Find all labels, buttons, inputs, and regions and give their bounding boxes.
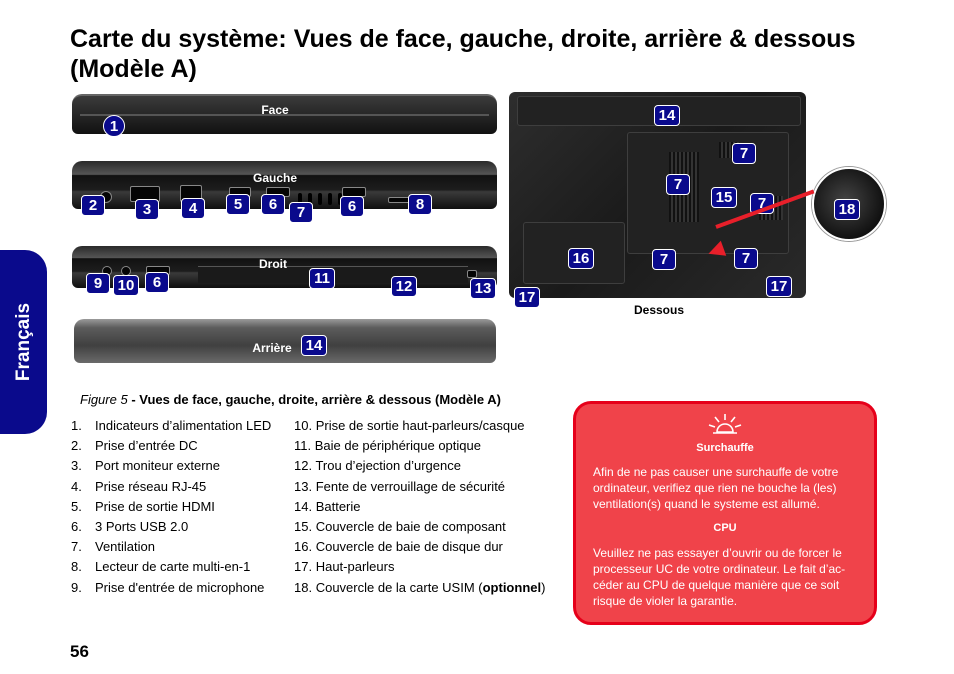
callout-bottom-15: 15: [711, 187, 737, 208]
callout-bottom-17a: 17: [766, 276, 792, 297]
callout-right-12: 12: [391, 276, 417, 297]
callout-left-8: 8: [408, 194, 432, 215]
callout-right-10: 10: [113, 275, 139, 296]
callout-bottom-16: 16: [568, 248, 594, 269]
callout-bottom-14: 14: [654, 105, 680, 126]
list-item: 14. Batterie: [294, 498, 361, 514]
callout-left-4: 4: [181, 198, 205, 219]
callout-left-2: 2: [81, 195, 105, 216]
front-view-label: Face: [261, 103, 289, 117]
callout-front-1: 1: [103, 115, 125, 137]
warning-box: [573, 401, 877, 625]
callout-rear-14: 14: [301, 335, 327, 356]
callout-left-3: 3: [135, 199, 159, 220]
figure-caption: [80, 392, 501, 407]
right-view-label: Droit: [259, 257, 287, 271]
list-item: 15. Couvercle de baie de composant: [294, 519, 506, 535]
warning-text-overheat: Afin de ne pas causer une surchauffe de votre ordinateur, verifiez que rien ne bouche la (les) ventilation(s) quand le systeme est allumé.: [593, 465, 839, 511]
callout-right-6: 6: [145, 272, 169, 293]
rear-view-label: Arrière: [252, 341, 292, 355]
figure-label: Figure 5: [80, 392, 128, 407]
language-tab-label: Français: [12, 302, 34, 382]
list-item: 11. Baie de périphérique optique: [294, 438, 481, 454]
list-item: 4. Prise réseau RJ-45: [71, 478, 207, 494]
list-item: 1. Indicateurs d’alimentation LED: [71, 418, 272, 433]
list-item: 6. 3 Ports USB 2.0: [71, 519, 189, 535]
legend-list-left: [71, 416, 271, 598]
list-item: 16. Couvercle de baie de disque dur: [294, 539, 503, 555]
callout-right-9: 9: [86, 273, 110, 294]
warning-text-cpu: Veuillez ne pas essayer d’ouvrir ou de forcer le processeur UC de votre ordinateur. Le fait d’accéder au CPU de quelque manière que ce soit risque de violer la garantie.: [593, 546, 846, 608]
callout-right-11: 11: [309, 268, 335, 289]
callout-left-7: 7: [289, 202, 313, 223]
left-view-label: Gauche: [252, 171, 298, 185]
callout-bottom-7c: 7: [750, 193, 774, 214]
list-item: 5. Prise de sortie HDMI: [71, 498, 215, 514]
bottom-view-label: Dessous: [633, 303, 685, 317]
list-item: 13. Fente de verrouillage de sécurité: [294, 478, 506, 494]
callout-right-13: 13: [470, 278, 496, 299]
list-item: 2. Prise d’entrée DC: [71, 438, 198, 454]
list-item: 7. Ventilation: [71, 539, 155, 555]
warning-heading-cpu: CPU: [713, 522, 737, 534]
legend-list-right: [294, 416, 545, 598]
language-tab: [0, 250, 47, 434]
figure-description: - Vues de face, gauche, droite, arrière & dessous (Modèle A): [127, 392, 501, 407]
callout-bottom-17b: 17: [514, 287, 540, 308]
callout-left-6a: 6: [261, 194, 285, 215]
callout-left-6b: 6: [340, 196, 364, 217]
lock-slot-shape: [467, 270, 477, 278]
list-item: 18. Couvercle de la carte USIM (optionnel): [294, 579, 546, 595]
list-item: 12. Trou d’ejection d’urgence: [294, 458, 461, 474]
callout-bottom-7d: 7: [652, 249, 676, 270]
overheat-icon: [707, 412, 743, 436]
list-item: 9. Prise d'entrée de microphone: [71, 579, 265, 595]
callout-bottom-7a: 7: [732, 143, 756, 164]
list-item: 10. Prise de sortie haut-parleurs/casque: [294, 418, 525, 433]
page-number: 56: [70, 642, 89, 661]
page-title: Carte du système: Vues de face, gauche, droite, arrière & dessous (Modèle A): [70, 25, 856, 83]
callout-bottom-7b: 7: [666, 174, 690, 195]
list-item: 17. Haut-parleurs: [294, 559, 395, 575]
callout-bottom-7e: 7: [734, 248, 758, 269]
warning-heading-overheat: Surchauffe: [696, 442, 754, 454]
callout-left-5: 5: [226, 194, 250, 215]
callout-bottom-18: 18: [834, 199, 860, 220]
list-item: 8. Lecteur de carte multi-en-1: [71, 559, 251, 575]
list-item: 3. Port moniteur externe: [71, 458, 221, 474]
